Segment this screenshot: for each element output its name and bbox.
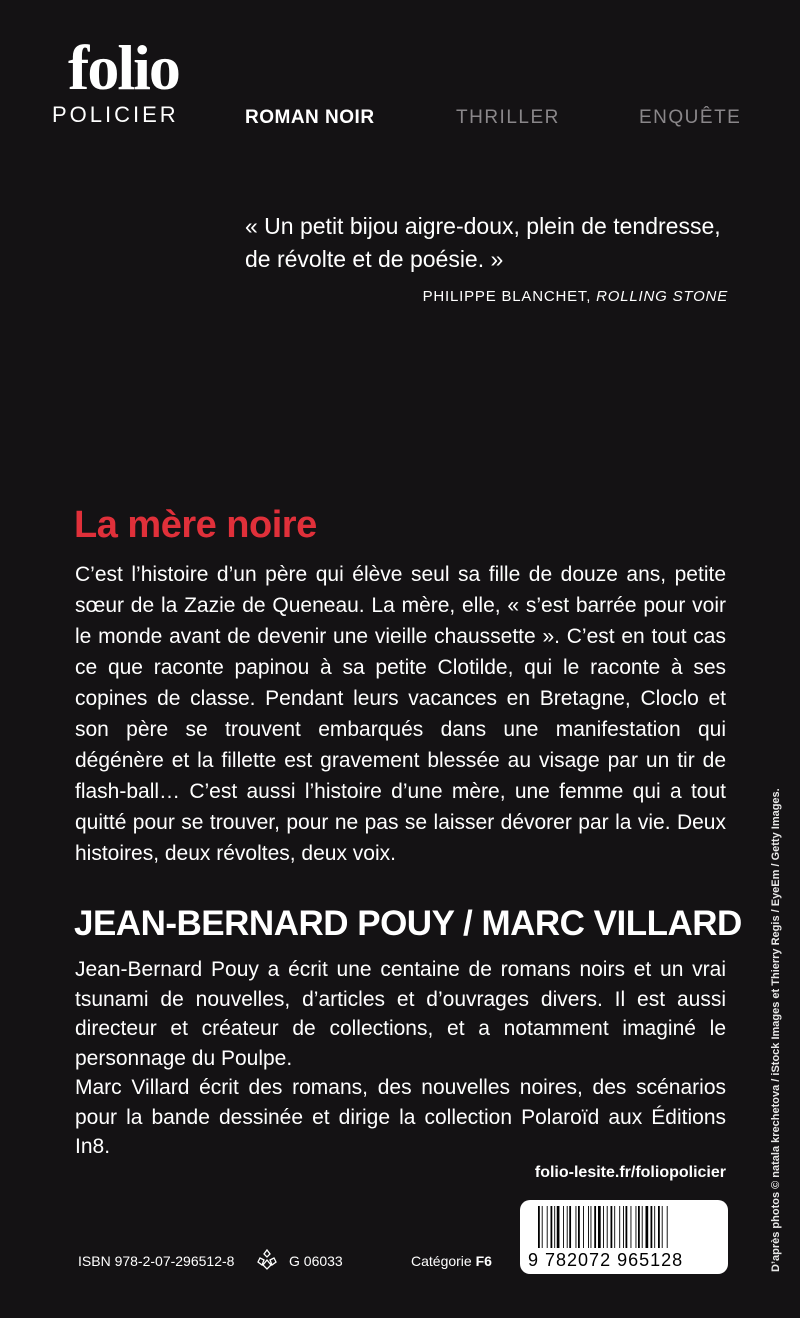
genre-enquete: ENQUÊTE <box>639 107 742 128</box>
categorie-value: F6 <box>475 1253 492 1269</box>
genre-thriller: THRILLER <box>456 107 560 128</box>
press-quote: « Un petit bijou aigre-doux, plein de tendresse, de révolte et de poésie. » <box>245 213 721 272</box>
photo-credits: D’après photos © natala krechetova / iStock Images et Thierry Regis / EyeEm / Getty Images. <box>770 788 782 1272</box>
barcode-digits: 9 782072 965128 <box>528 1250 684 1270</box>
quote-source: ROLLING STONE <box>596 288 728 305</box>
author-bio <box>75 955 726 1162</box>
authors-heading: JEAN-BERNARD POUY / MARC VILLARD <box>74 904 742 943</box>
quote-attribution <box>423 288 728 305</box>
synopsis: C’est l’histoire d’un père qui élève seul sa fille de douze ans, petite sœur de la Zazie de Queneau. La mère, elle, « s’est barrée pour voir le monde avant de devenir une vieille chaussette ». C’est en tout cas ce que raconte papinou à sa petite Clotilde, qui le raconte à ses copines de classe. Pendant leurs vacances en Bretagne, Cloclo et son père se trouvent embarqués dans une manifestation qui dégénère et la fillette est gravement blessée au visage par un tir de flash-ball… C’est aussi l’histoire d’une mère, une femme qui a tout quitté pour se trouver, pour ne pas se laisser dévorer par la vie. Deux histoires, deux révoltes, deux voix. <box>75 563 726 865</box>
bio-paragraph-pouy: Jean-Bernard Pouy a écrit une centaine de romans noirs et un vrai tsunami de nouvelles, d’articles et d’ouvrages divers. Il est aussi directeur et créateur de collections, et a notamment imaginé le personnage du Poulpe. <box>75 958 726 1070</box>
barcode <box>520 1200 728 1274</box>
categorie <box>411 1253 492 1269</box>
categorie-label: Catégorie <box>411 1253 472 1269</box>
quote-author: PHILIPPE BLANCHET, <box>422 288 592 305</box>
folio-logo: folio <box>68 32 179 103</box>
barcode-bars <box>534 1206 714 1250</box>
genre-roman-noir: ROMAN NOIR <box>245 107 375 128</box>
website-link[interactable]: folio-lesite.fr/foliopolicier <box>534 1164 726 1181</box>
collection-name: POLICIER <box>52 102 179 127</box>
bio-paragraph-villard: Marc Villard écrit des romans, des nouvelles noires, des scénarios pour la bande dessinée et dirige la collection Polaroïd aux Éditions In8. <box>75 1076 726 1158</box>
gallimard-emblem-icon <box>256 1248 278 1275</box>
isbn: ISBN 978-2-07-296512-8 <box>78 1253 235 1269</box>
book-title: La mère noire <box>74 504 317 546</box>
gallimard-code: G 06033 <box>289 1253 343 1269</box>
